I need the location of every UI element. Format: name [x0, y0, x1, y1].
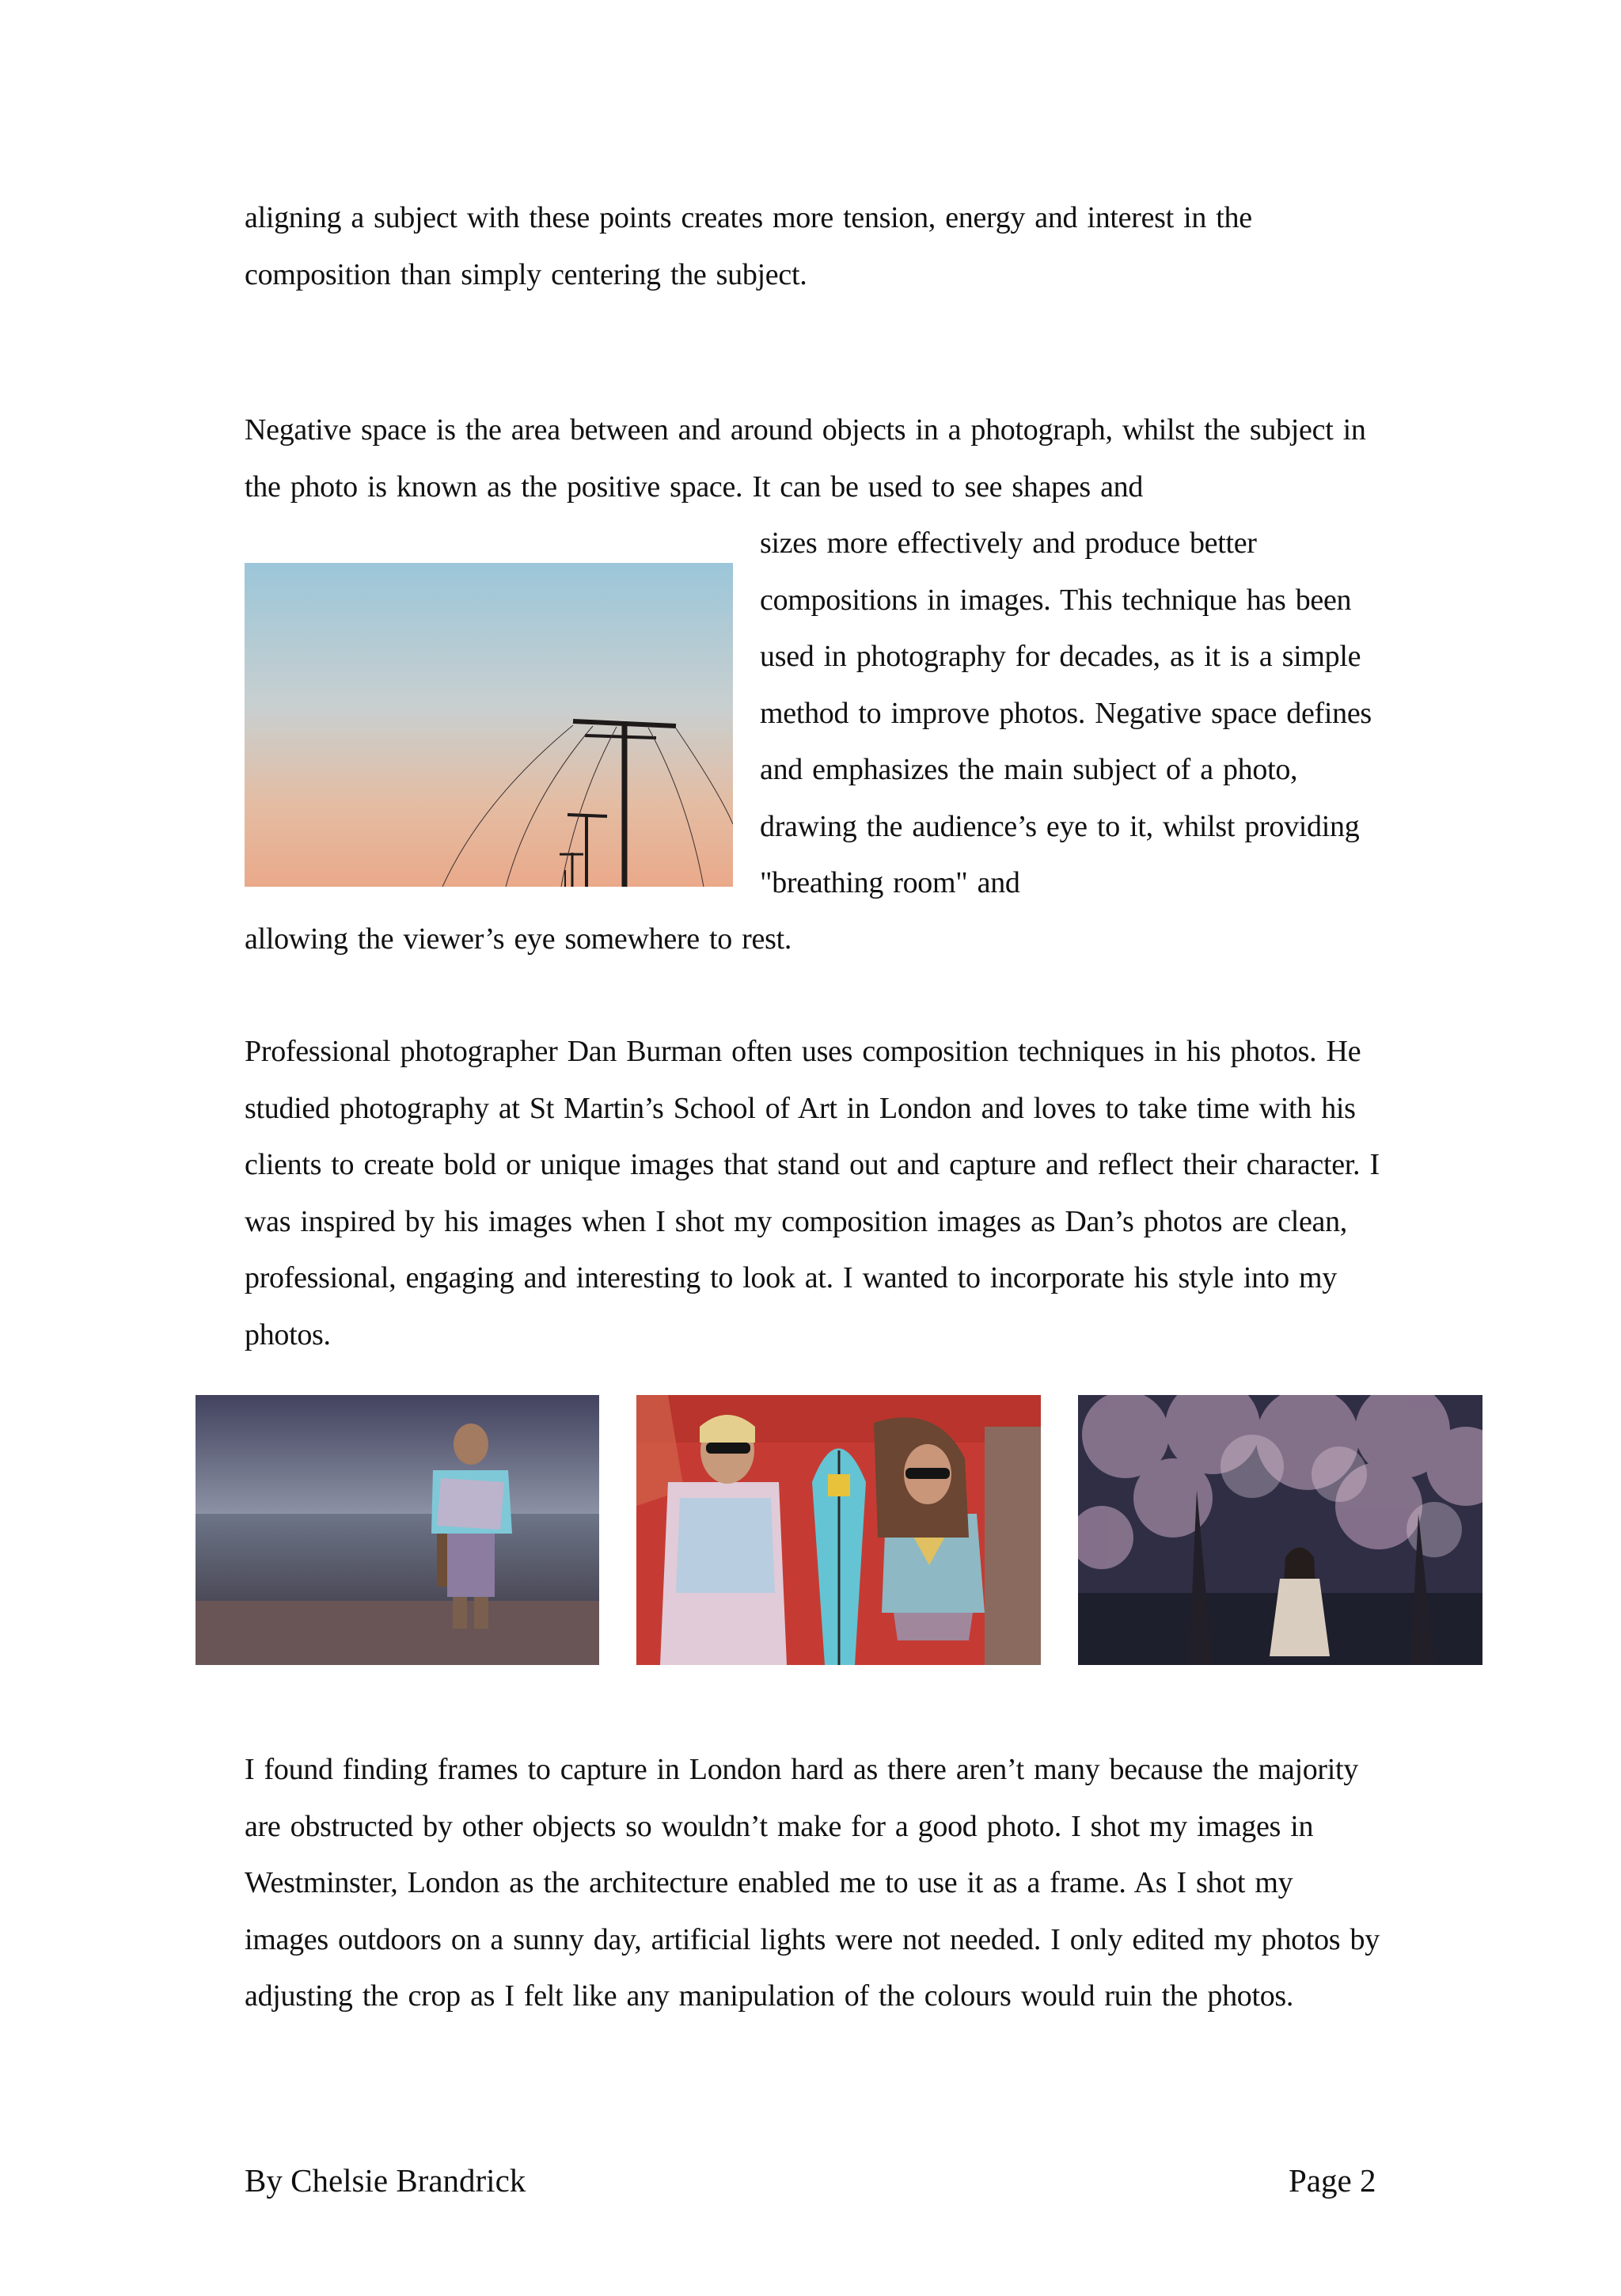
footer-author: By Chelsie Brandrick — [245, 2162, 526, 2199]
power-lines-sunset-photo — [245, 563, 733, 887]
footer-page-number: Page 2 — [1289, 2162, 1376, 2199]
paragraph-rule-of-thirds: aligning a subject with these points creates more tension, energy and interest in the composition than simply centering the subject. — [245, 201, 1252, 291]
beach-portrait-photo — [196, 1395, 599, 1665]
paragraph-finding-frames: I found finding frames to capture in London hard as there aren’t many because the majority are obstructed by other objects so wouldn’t make for a good photo. I shot my images in Westminster, London as the architecture enabled me to use it as a frame. As I shot my images outdoors on a sunny day, artificial lights were not needed. I only edited my photos by adjusting the crop as I felt like any manipulation of the colours would ruin the photos. — [245, 1753, 1380, 2013]
paragraph-dan-burman: Professional photographer Dan Burman often uses composition techniques in his photos. He studied photography at St Martin’s School of Art in London and loves to take time with his clients to create bold or unique images that stand out and capture and reflect their character. I was inspired by his images when I shot my composition images as Dan’s photos are clean, professional, engaging and interesting to look at. I wanted to incorporate his style into my photos. — [245, 1035, 1380, 1351]
paragraph-negative-space-intro: Negative space is the area between and around objects in a photograph, whilst the subject in the photo is known as the positive space. It can be used to see shapes and — [245, 413, 1366, 504]
paragraph-negative-space-end: allowing the viewer’s eye somewhere to rest. — [245, 922, 792, 956]
surfers-surfboard-photo — [636, 1395, 1041, 1665]
blossom-tree-portrait-photo — [1078, 1395, 1482, 1665]
paragraph-negative-space-wrap: sizes more effectively and produce better compositions in images. This technique has been used in photography for decades, as it is a simple method to improve photos. Negative space defines and emphasizes the main subject of a photo, drawing the audience’s eye to it, whilst providing "breathing room" and — [760, 526, 1372, 899]
